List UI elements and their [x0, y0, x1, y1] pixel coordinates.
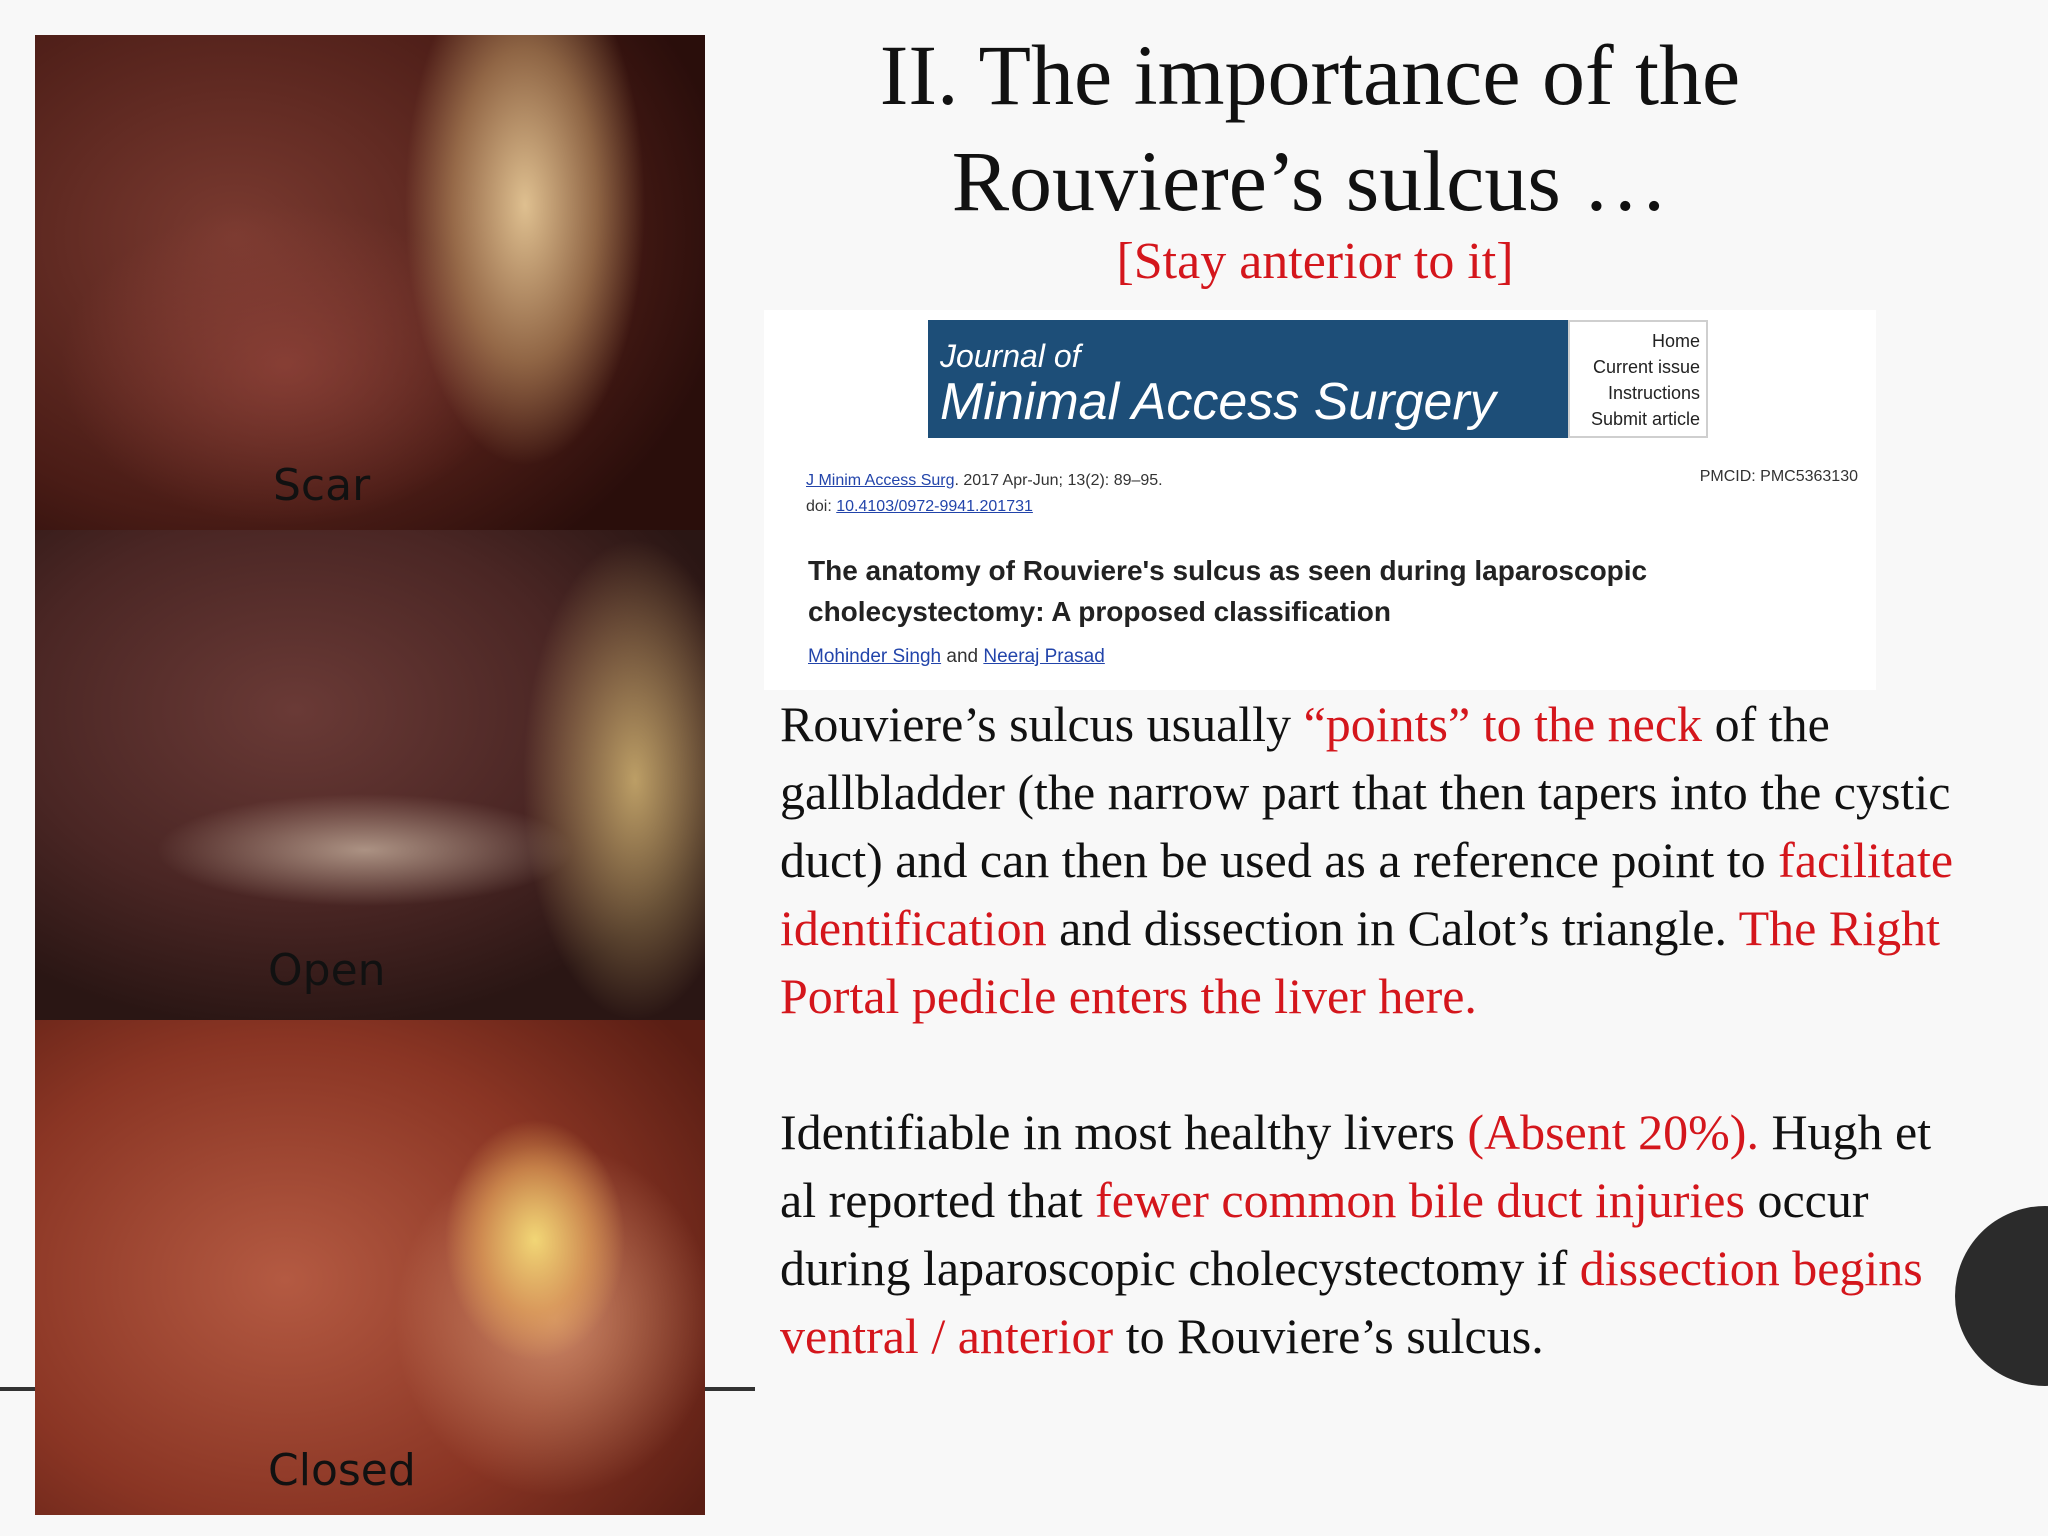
photo-label-scar: Scar [273, 460, 371, 511]
photo-scar [35, 35, 705, 530]
journal-citation [806, 468, 1163, 520]
journal-article-snippet [764, 310, 1876, 690]
journal-banner [928, 320, 1568, 438]
author-separator: and [941, 646, 984, 667]
p2-text-g: to Rouviere’s sulcus. [1113, 1308, 1544, 1364]
title-line-2: Rouviere’s sulcus … [951, 133, 1669, 229]
journal-doi-label: doi: [806, 498, 837, 515]
journal-nav-submit-article[interactable]: Submit article [1590, 409, 1700, 429]
photo-open [35, 530, 705, 1020]
p2-highlight-bile-duct: fewer common bile duct injuries [1095, 1172, 1745, 1228]
p1-highlight-portal-pedicle: The Right Portal pedicle enters the liver here. [780, 900, 1940, 1024]
p2-text-c: Hugh et al reported that [780, 1104, 1932, 1228]
photo-closed [35, 1020, 705, 1515]
journal-nav-instructions[interactable]: Instructions [1607, 383, 1700, 403]
p1-highlight-neck: “points” to the neck [1303, 696, 1703, 752]
laparoscopic-photo-column [35, 35, 705, 1515]
journal-citation-details: . 2017 Apr-Jun; 13(2): 89–95. [954, 472, 1163, 489]
p1-highlight-identification: facilitate identification [780, 832, 1954, 956]
journal-nav-current-issue[interactable]: Current issue [1592, 357, 1700, 377]
journal-doi-link[interactable]: 10.4103/0972-9941.201731 [836, 498, 1033, 515]
slide-title [760, 22, 1860, 234]
journal-article-title: The anatomy of Rouviere's sulcus as seen during laparoscopic cholecystectomy: A proposed classification [808, 555, 1648, 627]
photo-label-open: Open [268, 945, 386, 996]
p2-text-e: occur during laparoscopic cholecystectomy if [780, 1172, 1869, 1296]
title-line-1: II. The importance of the [879, 27, 1741, 123]
p1-text-c: of the gallbladder (the narrow part that then tapers into the cystic duct) and can then be used as a reference point to [780, 696, 1951, 888]
journal-nav-box [1568, 320, 1708, 438]
slide-subtitle: [Stay anterior to it] [1116, 233, 1514, 290]
paragraph-gap [780, 1030, 1960, 1098]
p1-text-a: Rouviere’s sulcus usually [780, 696, 1304, 752]
author-link-prasad[interactable]: Neeraj Prasad [983, 646, 1105, 667]
paragraph-1 [780, 690, 1960, 1030]
journal-banner-of: Journal of [940, 338, 1081, 374]
journal-pmcid: PMCID: PMC5363130 [1699, 468, 1858, 485]
body-text [780, 690, 1960, 1370]
paragraph-2 [780, 1098, 1960, 1370]
journal-citation-link[interactable]: J Minim Access Surg [806, 472, 955, 489]
p2-highlight-absent: (Absent 20%). [1467, 1104, 1759, 1160]
journal-nav-home[interactable]: Home [1651, 331, 1700, 351]
p2-highlight-ventral: dissection begins ventral / anterior [780, 1240, 1923, 1364]
p2-text-a: Identifiable in most healthy livers [780, 1104, 1468, 1160]
journal-banner-name: Minimal Access Surgery [940, 373, 1496, 431]
author-link-singh[interactable]: Mohinder Singh [808, 646, 942, 667]
divider-line-right [705, 1387, 755, 1391]
p1-text-e: and dissection in Calot’s triangle. [1046, 900, 1739, 956]
photo-label-closed: Closed [268, 1445, 416, 1496]
decorative-circle [1955, 1206, 2048, 1386]
divider-line-left [0, 1387, 35, 1391]
journal-authors [808, 646, 1105, 668]
